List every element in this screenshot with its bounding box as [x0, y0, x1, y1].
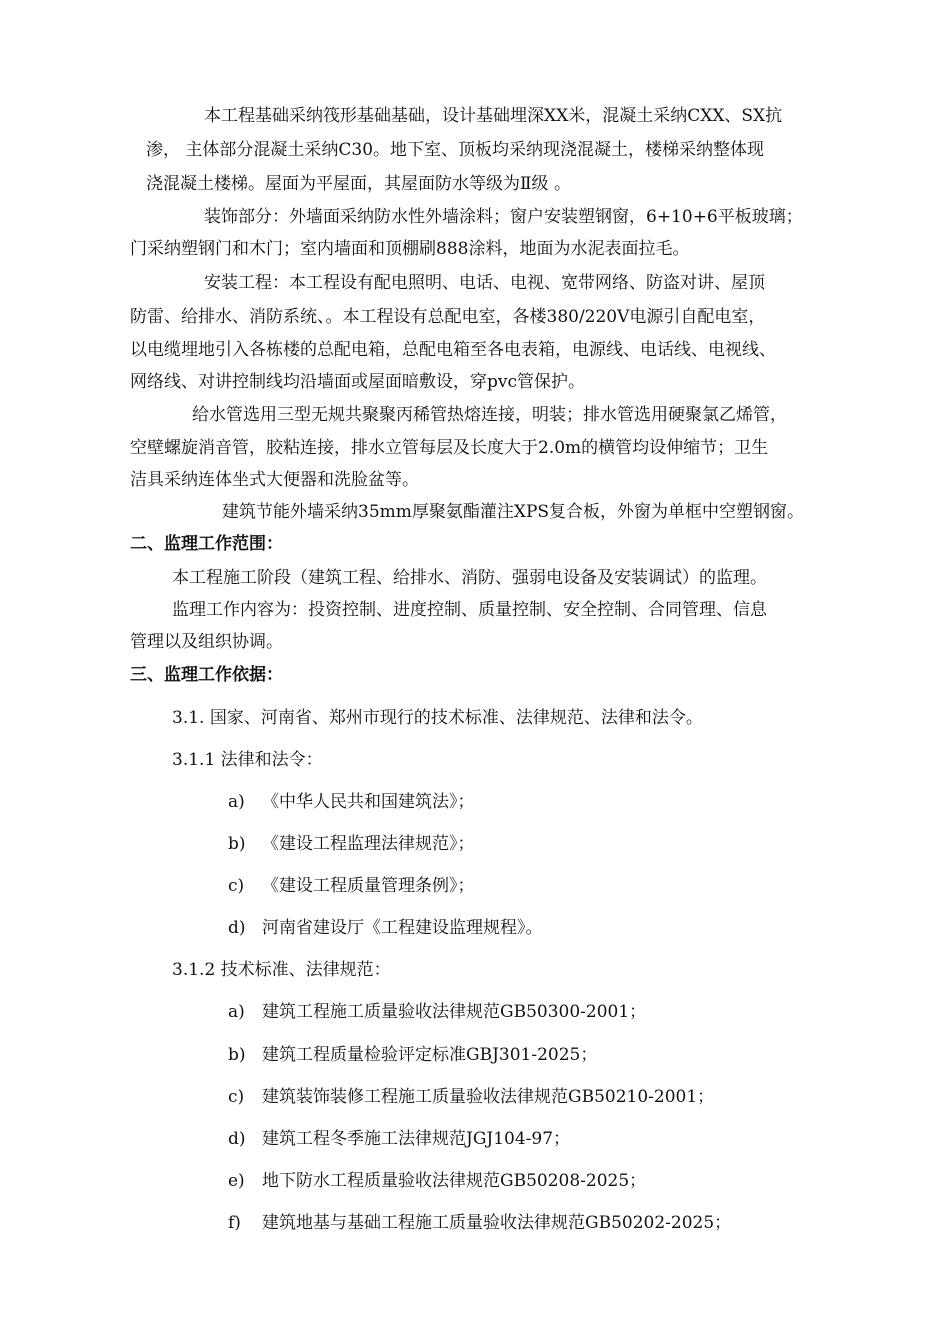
list-item-text: 《建设工程监理法律规范》；: [262, 834, 475, 854]
list-item-law: [228, 916, 543, 940]
list-item-standard: [228, 1211, 731, 1235]
item-3-1-1: 3.1.1 法律和法令：: [172, 750, 323, 770]
paragraph-plumbing-line-3: 洁具采纳连体坐式大便器和洗脸盆等。: [130, 470, 419, 490]
item-3-1: 3.1. 国家、河南省、郑州市现行的技术标准、法律规范、法律和法令。: [172, 708, 703, 728]
list-item-standard: [228, 1085, 714, 1109]
list-item-label: e): [228, 1171, 245, 1191]
paragraph-decoration-line-2: 门采纳塑钢门和木门；室内墙面和顶棚刷888涂料，地面为水泥表面拉毛。: [130, 239, 690, 259]
paragraph-plumbing-line-2: 空壁螺旋消音管，胶粘连接，排水立管每层及长度大于2.0m的横管均设伸缩节；卫生: [130, 438, 769, 458]
paragraph-energy-saving: 建筑节能外墙采纳35mm厚聚氨酯灌注XPS复合板，外窗为单框中空塑钢窗。: [222, 502, 805, 522]
list-item-label: c): [228, 876, 245, 896]
list-item-label: f): [228, 1213, 241, 1233]
list-item-text: 《中华人民共和国建筑法》；: [262, 792, 475, 812]
list-item-standard: [228, 1043, 597, 1067]
list-item-label: d): [228, 918, 246, 938]
paragraph-foundation-line-2: 渗， 主体部分混凝土采纳C30。地下室、顶板均采纳现浇混凝土，楼梯采纳整体现: [146, 140, 765, 160]
paragraph-installation-line-2: 防雷、给排水、消防系统、。本工程设有总配电室，各楼380/220V电源引自配电室，: [130, 307, 766, 327]
scope-paragraph: 本工程施工阶段（建筑工程、给排水、消防、强弱电设备及安装调试）的监理。: [172, 568, 767, 588]
list-item-text: 建筑工程质量检验评定标准GBJ301-2025；: [262, 1045, 598, 1065]
list-item-standard: [228, 1000, 646, 1024]
paragraph-installation-line-4: 网络线、对讲控制线均沿墙面或屋面暗敷设，穿pvc管保护。: [130, 372, 586, 392]
list-item-text: 地下防水工程质量验收法律规范GB50208-2025；: [262, 1171, 647, 1191]
paragraph-plumbing-line-1: 给水管选用三型无规共聚聚丙稀管热熔连接，明装；排水管选用硬聚氯乙烯管，: [192, 405, 787, 425]
content-paragraph-line-2: 管理以及组织协调。: [130, 632, 283, 652]
list-item-label: a): [228, 792, 245, 812]
list-item-label: b): [228, 834, 246, 854]
section-heading-basis: 三、监理工作依据：: [130, 665, 283, 685]
paragraph-installation-line-3: 以电缆埋地引入各栋楼的总配电箱，总配电箱至各电表箱，电源线、电话线、电视线、: [130, 340, 776, 360]
list-item-label: d): [228, 1129, 246, 1149]
item-3-1-2: 3.1.2 技术标准、法律规范：: [172, 960, 391, 980]
list-item-law: [228, 832, 475, 856]
list-item-text: 建筑工程冬季施工法律规范JGJ104-97；: [262, 1129, 571, 1149]
paragraph-foundation-line-1: 本工程基础采纳筏形基础基础，设计基础埋深XX米，混凝土采纳CXX、SX抗: [204, 106, 783, 126]
paragraph-foundation-line-3: 浇混凝土楼梯。屋面为平屋面，其屋面防水等级为Ⅱ级 。: [146, 174, 571, 194]
list-item-label: a): [228, 1002, 245, 1022]
list-item-law: [228, 790, 475, 814]
section-heading-scope: 二、监理工作范围：: [130, 534, 283, 554]
list-item-text: 河南省建设厅《工程建设监理规程》。: [262, 918, 543, 938]
content-paragraph-line-1: 监理工作内容为：投资控制、进度控制、质量控制、安全控制、合同管理、信息: [172, 600, 767, 620]
list-item-standard: [228, 1169, 646, 1193]
list-item-text: 建筑地基与基础工程施工质量验收法律规范GB50202-2025；: [262, 1213, 732, 1233]
paragraph-decoration-line-1: 装饰部分：外墙面采纳防水性外墙涂料；窗户安装塑钢窗，6+10+6平板玻璃；: [204, 207, 803, 227]
list-item-standard: [228, 1127, 570, 1151]
list-item-text: 建筑工程施工质量验收法律规范GB50300-2001；: [262, 1002, 647, 1022]
list-item-law: [228, 874, 475, 898]
list-item-label: b): [228, 1045, 246, 1065]
list-item-label: c): [228, 1087, 245, 1107]
list-item-text: 建筑装饰装修工程施工质量验收法律规范GB50210-2001；: [262, 1087, 715, 1107]
paragraph-installation-line-1: 安装工程：本工程设有配电照明、电话、电视、宽带网络、防盗对讲、屋顶: [204, 273, 765, 293]
list-item-text: 《建设工程质量管理条例》；: [262, 876, 475, 896]
